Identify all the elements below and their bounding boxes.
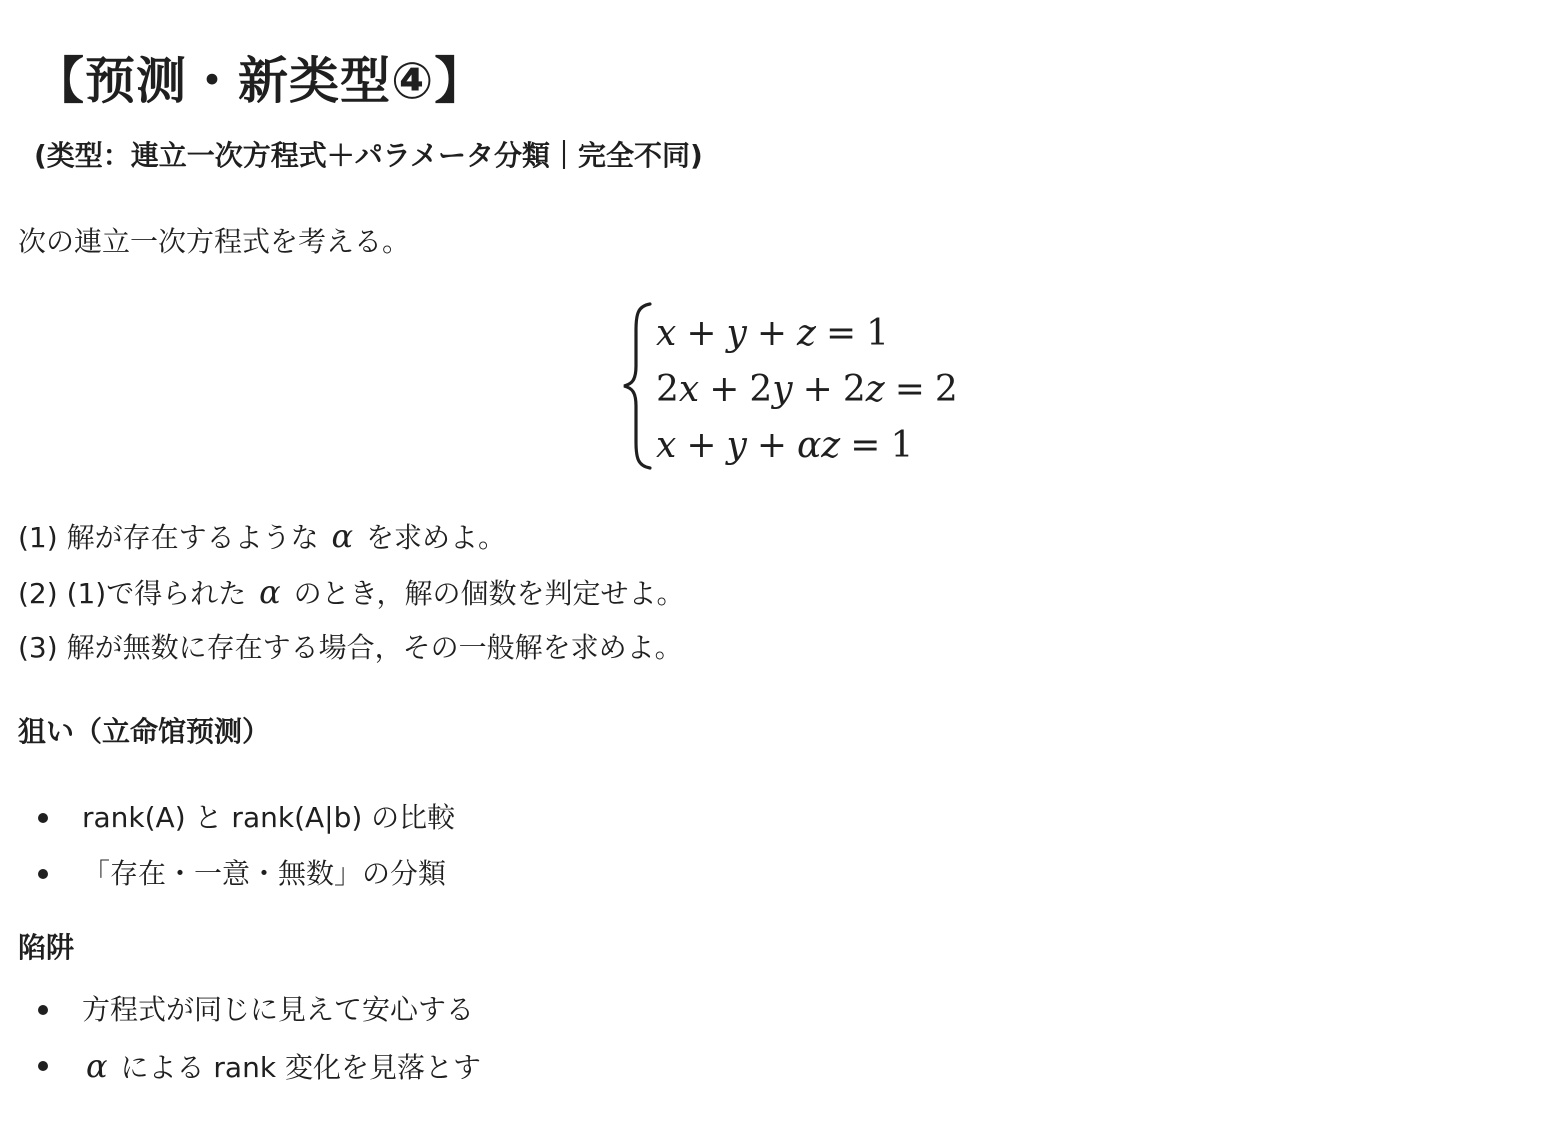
bullet-icon — [38, 813, 48, 823]
equation-term: 2 — [934, 369, 958, 410]
bullet-icon — [38, 869, 48, 879]
equation-term: 1 — [890, 425, 914, 466]
equation-line — [656, 306, 958, 362]
equation-term: 2z — [842, 369, 885, 410]
intro-text: 次の連立一次方程式を考える。 — [18, 225, 411, 258]
list-item — [0, 846, 455, 902]
page-subtitle: (类型：連立一次方程式＋パラメータ分類｜完全不同) — [34, 139, 703, 172]
equation-term: 2y — [749, 369, 793, 410]
list-item-text: 方程式が同じに見えて安心する — [82, 993, 475, 1026]
list-item — [0, 1038, 481, 1094]
equation-operator: = — [825, 313, 857, 354]
equation-operator: + — [756, 425, 787, 466]
list-item-text: 「存在・一意・無数」の分類 — [82, 857, 447, 890]
question-list — [18, 508, 685, 676]
equation-operator: + — [709, 369, 740, 410]
equation-operator: = — [850, 425, 881, 466]
list-item-text: rank(A) と rank(A|b) の比較 — [82, 801, 456, 834]
alpha-symbol: α — [86, 1047, 108, 1085]
question-item — [18, 508, 685, 564]
trap-list — [0, 982, 481, 1094]
aim-heading: 狙い（立命馆预测） — [18, 715, 271, 748]
equation-term: y — [726, 425, 747, 466]
equation-line — [656, 418, 958, 474]
equation-term: x — [656, 425, 677, 466]
list-item — [0, 982, 481, 1038]
bullet-icon — [38, 1005, 48, 1015]
list-item-text: による rank 変化を見落とす — [120, 1051, 481, 1084]
equation-term: y — [726, 313, 747, 354]
question-text: のとき，解の個数を判定せよ。 — [293, 577, 685, 610]
equation-line — [656, 362, 958, 418]
page-title: 【预测・新类型④】 — [34, 52, 486, 110]
equation-operator: + — [756, 313, 787, 354]
alpha-symbol: α — [331, 517, 354, 555]
left-brace-icon — [620, 300, 660, 472]
equation-operator: + — [686, 425, 717, 466]
equation-system — [620, 300, 980, 472]
bullet-icon — [38, 1061, 48, 1071]
equation-term: 2x — [656, 369, 700, 410]
equation-term: 1 — [866, 313, 890, 354]
equation-operator: + — [686, 313, 717, 354]
question-item — [18, 620, 685, 676]
equation-term: z — [797, 313, 816, 354]
question-text: (1) 解が存在するような — [18, 521, 319, 554]
equation-lines — [656, 306, 958, 474]
question-text: を求めよ。 — [366, 521, 507, 554]
alpha-symbol: α — [259, 573, 281, 611]
equation-term: αz — [797, 425, 841, 466]
question-text: (3) 解が無数に存在する場合，その一般解を求めよ。 — [18, 631, 683, 664]
equation-operator: = — [894, 369, 925, 410]
list-item — [0, 790, 455, 846]
equation-operator: + — [802, 369, 833, 410]
aim-list — [0, 790, 455, 902]
trap-heading: 陷阱 — [18, 931, 75, 964]
question-item — [18, 564, 685, 620]
question-text: (2) (1)で得られた — [18, 577, 247, 610]
equation-term: x — [656, 313, 677, 354]
